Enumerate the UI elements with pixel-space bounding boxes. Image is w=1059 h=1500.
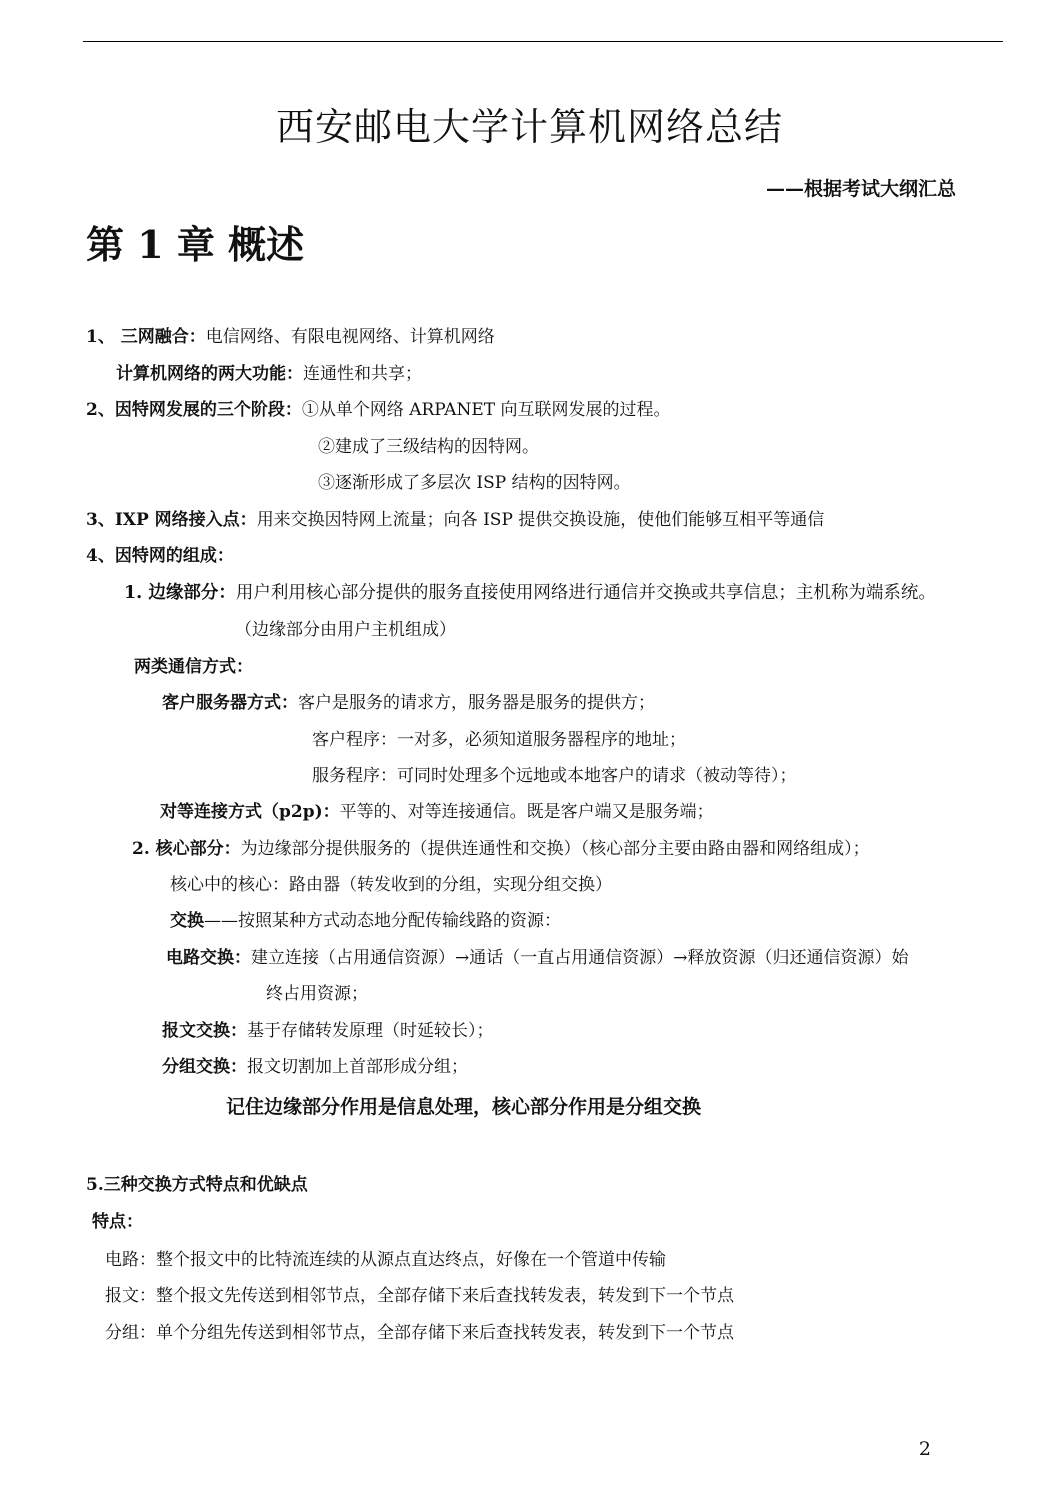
sec2-stage1: ①从单个网络 ARPANET 向互联网发展的过程。 [301,400,671,420]
p2p-text: 平等的、对等连接通信。既是客户端又是服务端； [339,802,714,822]
message-head: 报文交换： [162,1021,247,1041]
document-subtitle: ——根据考试大纲汇总 [765,178,956,200]
circuit-text-cont: 终占用资源； [266,984,368,1004]
circuit-line [166,947,909,969]
features-head: 特点： [92,1212,143,1232]
switch-line [170,910,561,932]
sec1-head: 1、 三网融合： [86,327,206,347]
edge-head: 1. 边缘部分： [124,583,236,603]
circuit-head: 电路交换： [166,948,251,968]
core-text: 为边缘部分提供服务的（提供连通性和交换）（核心部分主要由路由器和网络组成）； [240,839,870,859]
switch-head: 交换 [170,911,204,931]
core-head: 2. 核心部分： [132,839,241,859]
sec5-head: 5.三种交换方式特点和优缺点 [86,1175,308,1195]
cs-text: 客户是服务的请求方，服务器是服务的提供方； [298,693,655,713]
core-line [132,838,870,860]
message-line [162,1020,494,1042]
page-number: 2 [918,1438,931,1460]
message-text: 基于存储转发原理（时延较长）； [247,1021,494,1041]
cs-head: 客户服务器方式： [162,693,298,713]
feature-message: 报文：整个报文先传送到相邻节点，全部存储下来后查找转发表，转发到下一个节点 [105,1286,734,1306]
core-core: 核心中的核心：路由器（转发收到的分组，实现分组交换） [170,875,612,895]
packet-text: 报文切割加上首部形成分组； [247,1057,468,1077]
sec4-head: 4、因特网的组成： [86,546,234,566]
sec2-line [86,399,671,421]
sec2-stage2: ②建成了三级结构的因特网。 [318,437,539,457]
remember-note: 记住边缘部分作用是信息处理，核心部分作用是分组交换 [226,1096,702,1118]
sec1-sub-text: 连通性和共享； [303,364,422,384]
packet-head: 分组交换： [162,1057,247,1077]
circuit-text: 建立连接（占用通信资源）→通话（一直占用通信资源）→释放资源（归还通信资源）始 [251,948,909,968]
sec1-text: 电信网络、有限电视网络、计算机网络 [205,327,495,347]
sec1-sub-head: 计算机网络的两大功能： [116,364,303,384]
sec3-text: 用来交换因特网上流量；向各 ISP 提供交换设施，使他们能够互相平等通信 [256,510,825,530]
sec3-line [86,509,824,531]
edge-text: 用户利用核心部分提供的服务直接使用网络进行通信并交换或共享信息；主机称为端系统。 [235,583,936,603]
sec1-line [86,326,495,348]
cs-server: 服务程序：可同时处理多个远地或本地客户的请求（被动等待）； [312,766,797,786]
switch-text: ——按照某种方式动态地分配传输线路的资源： [204,911,561,931]
cs-line [162,692,655,714]
p2p-line [160,801,714,823]
document-title: 西安邮电大学计算机网络总结 [275,105,783,149]
sec2-head: 2、因特网发展的三个阶段： [86,400,302,420]
packet-line [162,1056,468,1078]
header-rule [83,41,1003,42]
edge-line [124,582,936,604]
modes-head: 两类通信方式： [134,657,253,677]
feature-circuit: 电路：整个报文中的比特流连续的从源点直达终点，好像在一个管道中传输 [105,1250,666,1270]
p2p-head: 对等连接方式（p2p)： [160,802,340,822]
cs-client: 客户程序：一对多，必须知道服务器程序的地址； [312,730,686,750]
edge-note: （边缘部分由用户主机组成） [235,620,456,640]
feature-packet: 分组：单个分组先传送到相邻节点，全部存储下来后查找转发表，转发到下一个节点 [105,1323,734,1343]
chapter-heading: 第 1 章 概述 [86,222,305,267]
sec2-stage3: ③逐渐形成了多层次 ISP 结构的因特网。 [318,473,631,493]
sec3-head: 3、IXP 网络接入点： [86,510,257,530]
sec1-sub-line [116,363,422,385]
